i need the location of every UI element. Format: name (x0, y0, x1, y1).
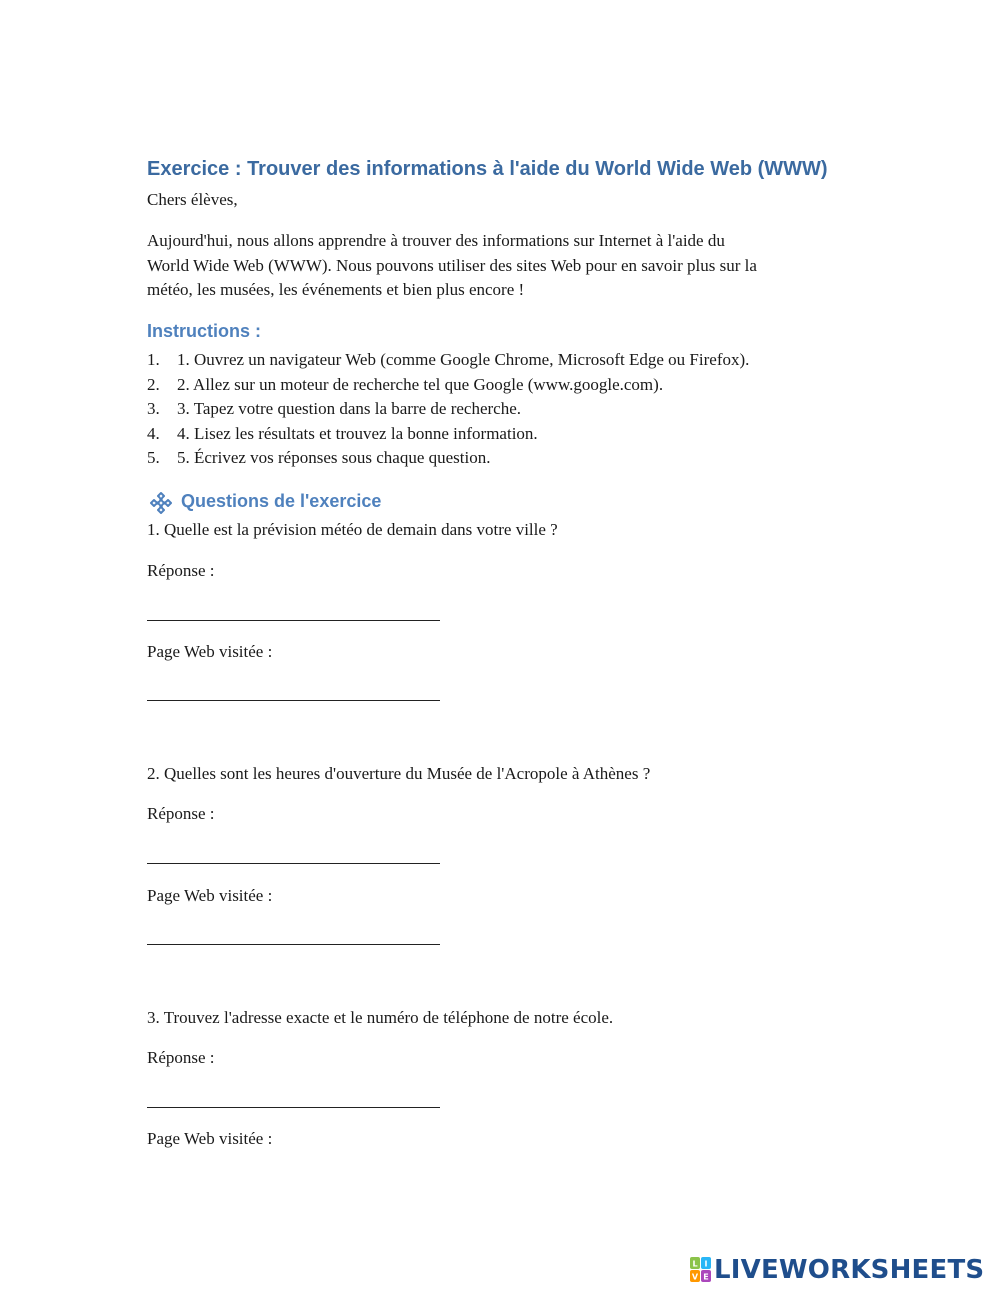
liveworksheets-logo (690, 1253, 984, 1287)
instructions-list (147, 348, 749, 471)
questions-heading: Questions de l'exercice (181, 491, 382, 511)
list-item: 1. 1. Ouvrez un navigateur Web (comme Google Chrome, Microsoft Edge ou Firefox). (147, 350, 750, 369)
logo-text: LIVEWORKSHEETS (714, 1255, 985, 1285)
puzzle-icon (149, 491, 173, 515)
list-item: 3. 3. Tapez votre question dans la barre de recherche. (147, 399, 522, 418)
answer-line-1[interactable] (147, 620, 440, 621)
webpage-label-2: Page Web visitée : (147, 886, 273, 905)
intro-line-1: Aujourd'hui, nous allons apprendre à trouver des informations sur Internet à l'aide du (147, 231, 725, 250)
svg-text:L: L (692, 1259, 698, 1269)
answer-label-2: Réponse : (147, 804, 215, 823)
question-3: 3. Trouvez l'adresse exacte et le numéro de téléphone de notre école. (147, 1008, 614, 1027)
answer-label-3: Réponse : (147, 1048, 215, 1067)
webpage-line-2[interactable] (147, 944, 440, 945)
intro-line-2: World Wide Web (WWW). Nous pouvons utiliser des sites Web pour en savoir plus sur la (147, 255, 757, 275)
live-badge-icon (690, 1257, 712, 1283)
instructions-heading: Instructions : (147, 321, 262, 341)
answer-label-1: Réponse : (147, 561, 215, 580)
webpage-label-3: Page Web visitée : (147, 1129, 273, 1148)
intro-line-3: météo, les musées, les événements et bien plus encore ! (147, 280, 525, 299)
list-item: 2. 2. Allez sur un moteur de recherche tel que Google (www.google.com). (147, 374, 664, 394)
svg-text:E: E (703, 1272, 709, 1282)
page-title: Exercice : Trouver des informations à l'aide du World Wide Web (WWW) (147, 158, 828, 180)
svg-text:I: I (704, 1259, 708, 1269)
question-2: 2. Quelles sont les heures d'ouverture du Musée de l'Acropole à Athènes ? (147, 764, 651, 783)
greeting: Chers élèves, (147, 190, 238, 209)
answer-line-3[interactable] (147, 1107, 440, 1108)
answer-line-2[interactable] (147, 863, 440, 864)
question-1: 1. Quelle est la prévision météo de demain dans votre ville ? (147, 520, 558, 539)
list-item: 5. 5. Écrivez vos réponses sous chaque question. (147, 448, 491, 467)
webpage-line-1[interactable] (147, 700, 440, 701)
svg-text:V: V (691, 1272, 699, 1282)
webpage-label-1: Page Web visitée : (147, 642, 273, 661)
list-item: 4. 4. Lisez les résultats et trouvez la bonne information. (147, 423, 538, 443)
